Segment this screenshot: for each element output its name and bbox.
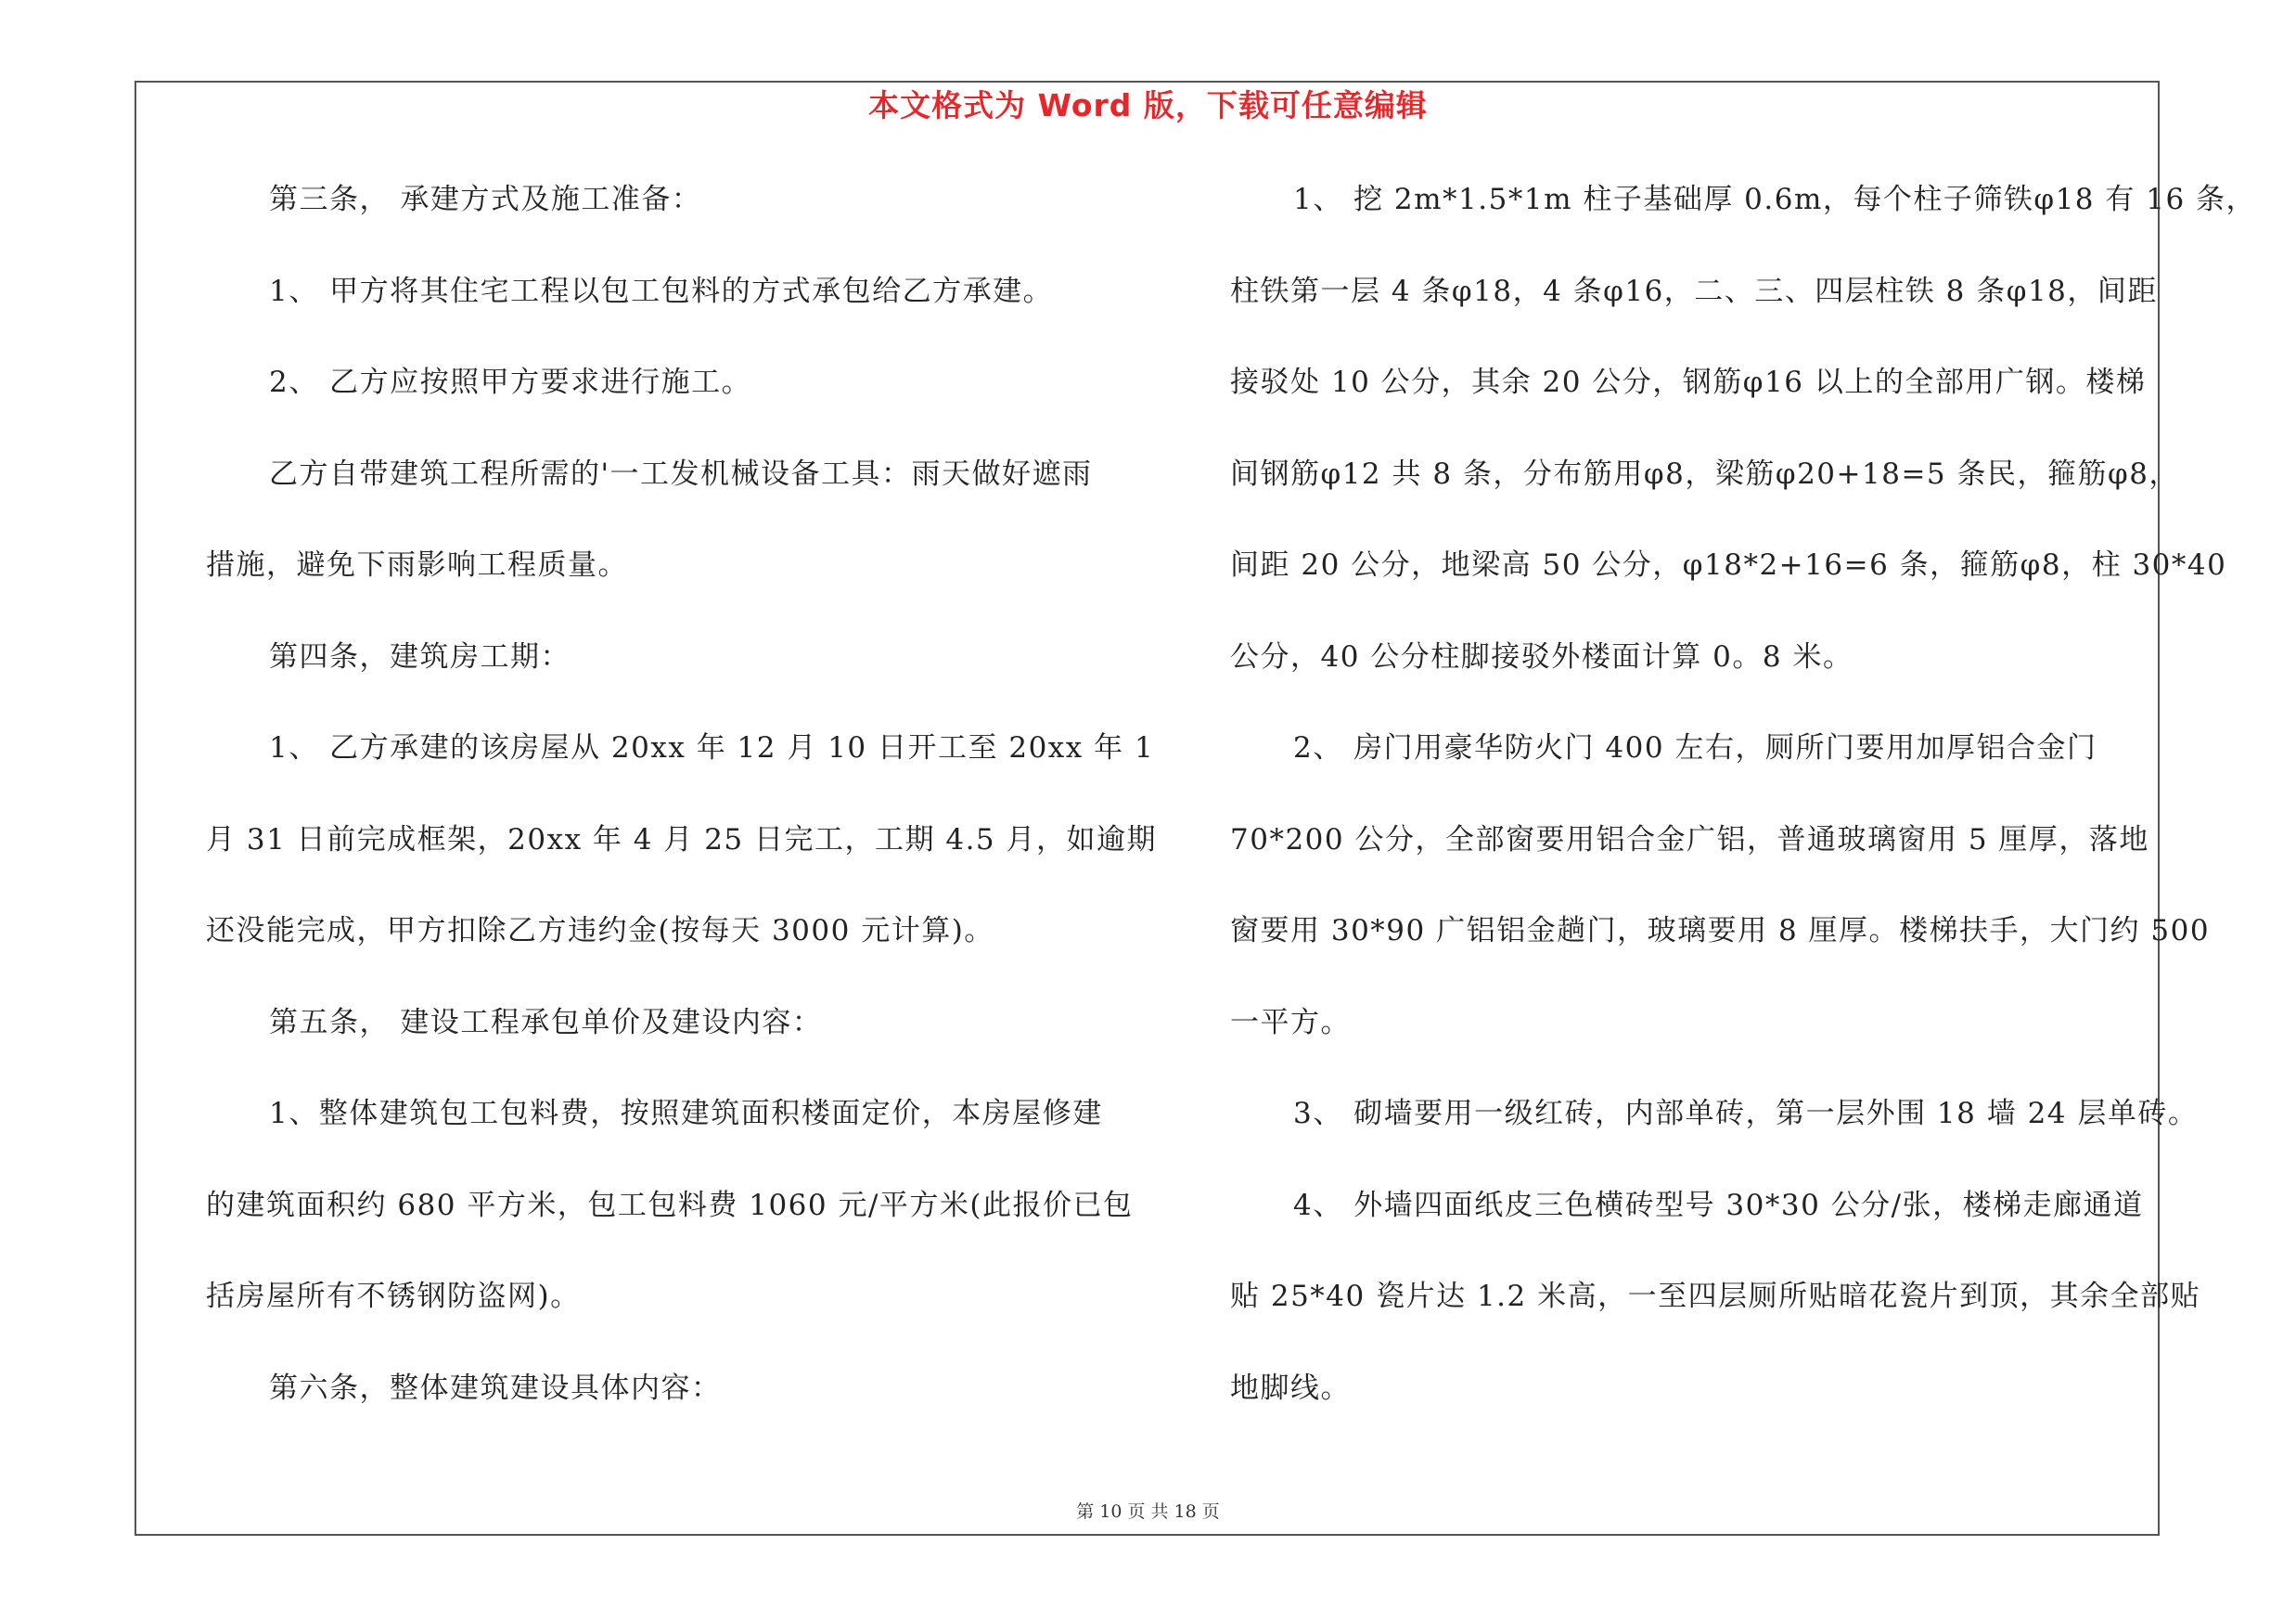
text-line: 一平方。 (1230, 1005, 1351, 1039)
text-line: 地脚线。 (1230, 1371, 1351, 1405)
text-line: 1、 乙方承建的该房屋从 20xx 年 12 月 10 日开工至 20xx 年 1 (269, 731, 1155, 765)
text-line: 的建筑面积约 680 平方米，包工包料费 1060 元/平方米(此报价已包 (206, 1188, 1134, 1222)
text-line: 2、 房门用豪华防火门 400 左右，厕所门要用加厚铝合金门 (1293, 731, 2097, 765)
text-line: 第四条，建筑房工期： (269, 639, 571, 674)
text-line: 2、 乙方应按照甲方要求进行施工。 (269, 366, 752, 399)
text-line: 柱铁第一层 4 条φ18，4 条φ16，二、三、四层柱铁 8 条φ18，间距 (1230, 274, 2158, 308)
text-line: 贴 25*40 瓷片达 1.2 米高，一至四层厕所贴暗花瓷片到顶，其余全部贴 (1230, 1280, 2201, 1313)
text-line: 第三条， 承建方式及施工准备： (269, 183, 702, 216)
text-line: 70*200 公分，全部窗要用铝合金广铝，普通玻璃窗用 5 厘厚，落地 (1230, 822, 2149, 857)
text-line: 措施，避免下雨影响工程质量。 (206, 548, 628, 582)
text-line: 1、整体建筑包工包料费，按照建筑面积楼面定价，本房屋修建 (269, 1097, 1103, 1130)
text-line: 接驳处 10 公分，其余 20 公分，钢筋φ16 以上的全部用广钢。楼梯 (1230, 366, 2147, 399)
format-banner: 本文格式为 Word 版，下载可任意编辑 (868, 87, 1428, 123)
text-line: 第六条，整体建筑建设具体内容： (269, 1371, 722, 1405)
text-line: 3、 砌墙要用一级红砖，内部单砖，第一层外围 18 墙 24 层单砖。 (1293, 1097, 2199, 1130)
text-line: 间距 20 公分，地梁高 50 公分，φ18*2+16=6 条，箍筋φ8，柱 30*40 (1230, 548, 2227, 582)
text-line: 括房屋所有不锈钢防盗网)。 (206, 1280, 581, 1313)
page-number: 第 10 页 共 18 页 (1076, 1501, 1220, 1522)
text-line: 乙方自带建筑工程所需的'一工发机械设备工具：雨天做好遮雨 (269, 457, 1093, 491)
text-line: 1、 挖 2m*1.5*1m 柱子基础厚 0.6m，每个柱子筛铁φ18 有 16 条， (1293, 183, 2257, 216)
text-line: 月 31 日前完成框架，20xx 年 4 月 25 日完工，工期 4.5 月，如逾期 (206, 822, 1158, 857)
text-line: 窗要用 30*90 广铝铝金趟门，玻璃要用 8 厘厚。楼梯扶手，大门约 500 (1230, 914, 2211, 947)
text-line: 第五条， 建设工程承包单价及建设内容： (269, 1005, 823, 1039)
text-line: 公分，40 公分柱脚接驳外楼面计算 0。8 米。 (1230, 639, 1853, 674)
text-line: 间钢筋φ12 共 8 条，分布筋用φ8，梁筋φ20+18=5 条民，箍筋φ8， (1230, 457, 2179, 491)
text-line: 还没能完成，甲方扣除乙方违约金(按每天 3000 元计算)。 (206, 914, 994, 947)
text-line: 4、 外墙四面纸皮三色横砖型号 30*30 公分/张，楼梯走廊通道 (1293, 1188, 2144, 1222)
text-line: 1、 甲方将其住宅工程以包工包料的方式承包给乙方承建。 (269, 274, 1054, 308)
